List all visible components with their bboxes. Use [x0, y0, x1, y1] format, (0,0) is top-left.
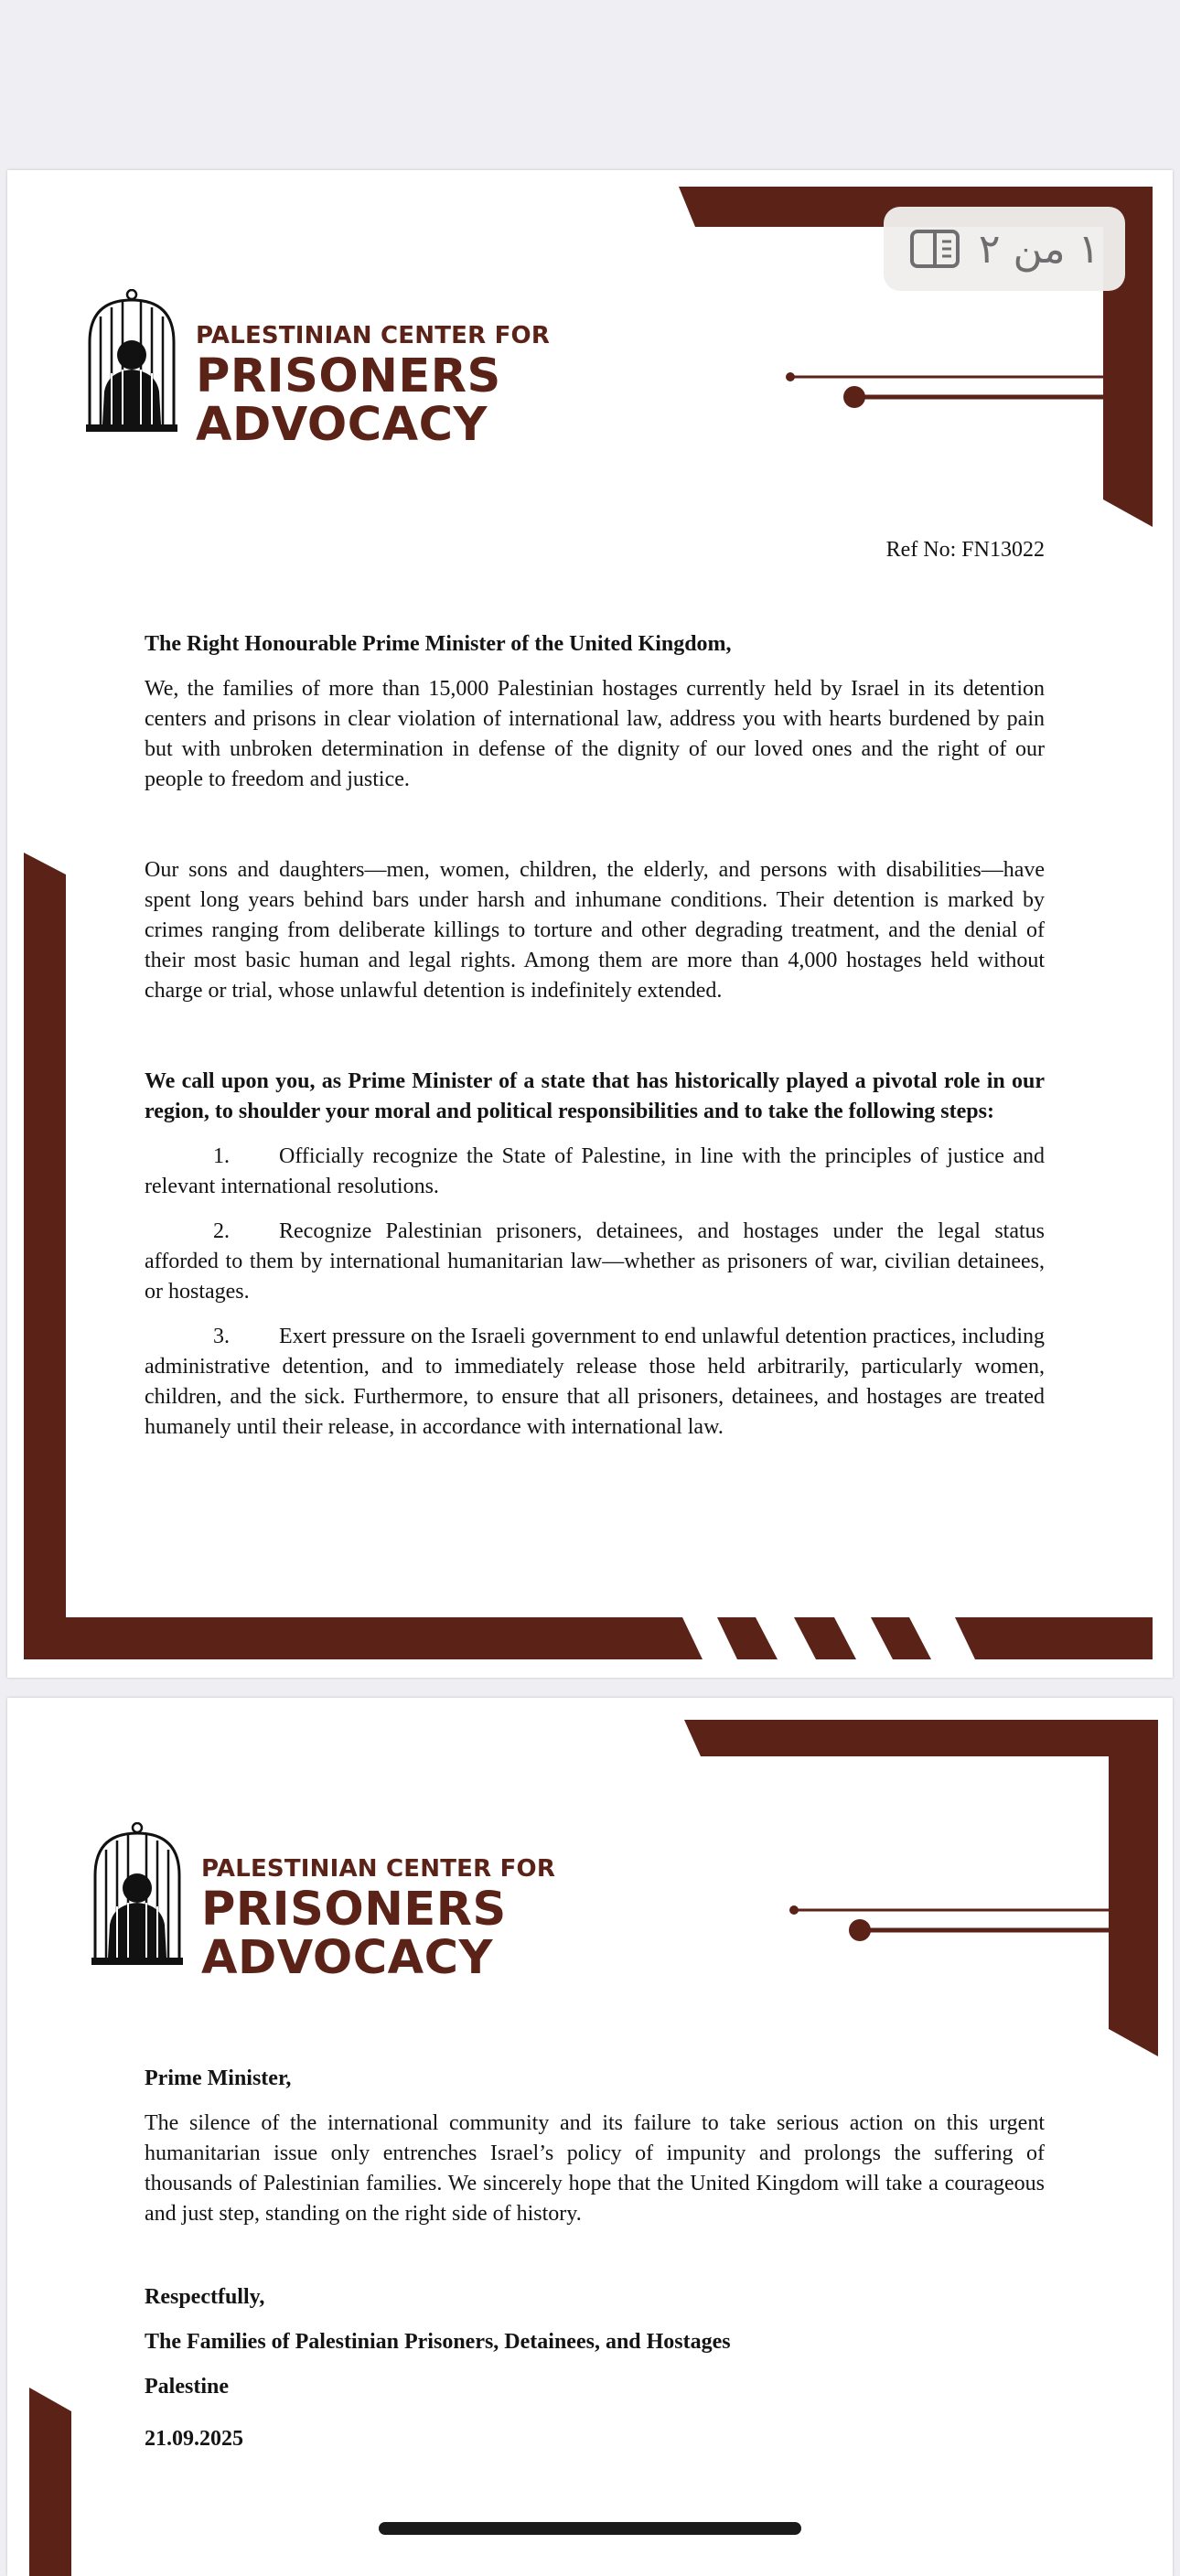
paragraph-1: We, the families of more than 15,000 Palestinian hostages currently held by Israel in its detention centers and prisons in clear violation of international law, address you with hearts burdened by pain but with unbroken determination in defense of the dignity of our loved ones and the right of our people to freedom and justice.: [145, 677, 1045, 791]
closing: Respectfully,: [145, 2285, 265, 2309]
organization-name: [196, 322, 551, 452]
paragraph-closing: The silence of the international community and its failure to take serious action on this urgent humanitarian issue only entrenches Israel’s policy of impunity and prolongs the suffering of thousands of Palestinian families. We sincerely hope that the United Kingdom will take a courageous and just step, standing on the right side of history.: [145, 2111, 1045, 2226]
organization-name: [201, 1855, 556, 1985]
salutation: The Right Honourable Prime Minister of the United Kingdom,: [145, 632, 732, 656]
bottom-band: [24, 1617, 703, 1659]
left-band: [29, 2388, 71, 2576]
logo-line-2: PRISONERS: [201, 1883, 507, 1937]
logo-line-1: PALESTINIAN CENTER FOR: [196, 322, 551, 349]
salutation: Prime Minister,: [145, 2066, 292, 2090]
accent-dot-small: [789, 1905, 799, 1915]
home-indicator[interactable]: [379, 2522, 801, 2535]
list-number: 3.: [213, 1325, 230, 1348]
date: 21.09.2025: [145, 2427, 243, 2451]
list-number: 1.: [213, 1144, 230, 1168]
birdcage-prisoner-icon: [86, 289, 187, 445]
birdcage-prisoner-icon: [91, 1822, 192, 1978]
list-item: [145, 1322, 1045, 1443]
logo-line-1: PALESTINIAN CENTER FOR: [201, 1855, 556, 1883]
letter-body-page-1: [145, 629, 1045, 1443]
top-band: [684, 1720, 1158, 2056]
page-indicator[interactable]: [884, 207, 1125, 291]
list-item: [145, 1217, 1045, 1307]
call-to-action: We call upon you, as Prime Minister of a state that has historically played a pivotal role in our region, to shoulder your moral and political responsibilities and to take the following steps:: [145, 1069, 1045, 1123]
reference-number: Ref No: FN13022: [885, 538, 1045, 562]
accent-dot-large: [849, 1919, 871, 1941]
place: Palestine: [145, 2375, 229, 2399]
logo-line-3: ADVOCACY: [201, 1931, 493, 1985]
document-page-2: [7, 1698, 1173, 2576]
bottom-stripe: [794, 1617, 856, 1659]
left-band: [24, 853, 66, 1617]
list-number: 2.: [213, 1219, 230, 1243]
signatory: The Families of Palestinian Prisoners, Detainees, and Hostages: [145, 2330, 731, 2354]
bottom-stripe: [717, 1617, 778, 1659]
bottom-band-right: [955, 1617, 1153, 1659]
list-text: Officially recognize the State of Palestine, in line with the principles of justice and relevant international resolutions.: [145, 1144, 1045, 1198]
logo-line-2: PRISONERS: [196, 349, 501, 403]
document-page-1: [7, 170, 1173, 1678]
accent-dot-small: [786, 372, 795, 381]
bottom-stripe: [871, 1617, 931, 1659]
letter-body-page-2: [145, 2064, 1045, 2454]
list-text: Recognize Palestinian prisoners, detainees, and hostages under the legal status afforded to them by international humanitarian law—whether as prisoners of war, civilian detainees, or hostages.: [145, 1219, 1045, 1304]
paragraph-2: Our sons and daughters—men, women, children, the elderly, and persons with disabilities—have spent long years behind bars under harsh and inhumane conditions. Their detention is marked by crimes ranging from deliberate killings to torture and other degrading treatment, and the denial of their most basic human and legal rights. Among them are more than 4,000 hostages held without charge or trial, whose unlawful detention is indefinitely extended.: [145, 858, 1045, 1003]
book-pages-icon: [909, 229, 960, 269]
accent-dot-large: [843, 386, 865, 408]
page-indicator-label: ١ من ٢: [978, 225, 1100, 273]
list-text: Exert pressure on the Israeli government to end unlawful detention practices, including administrative detention, and to immediately release those held arbitrarily, particularly women, children, and the sick. Furthermore, to ensure that all prisoners, detainees, and hostages are treated humanely until their release, in accordance with international law.: [145, 1325, 1045, 1439]
list-item: [145, 1142, 1045, 1202]
logo-line-3: ADVOCACY: [196, 398, 488, 452]
organization-logo: [91, 1822, 604, 1985]
organization-logo: [86, 289, 598, 452]
